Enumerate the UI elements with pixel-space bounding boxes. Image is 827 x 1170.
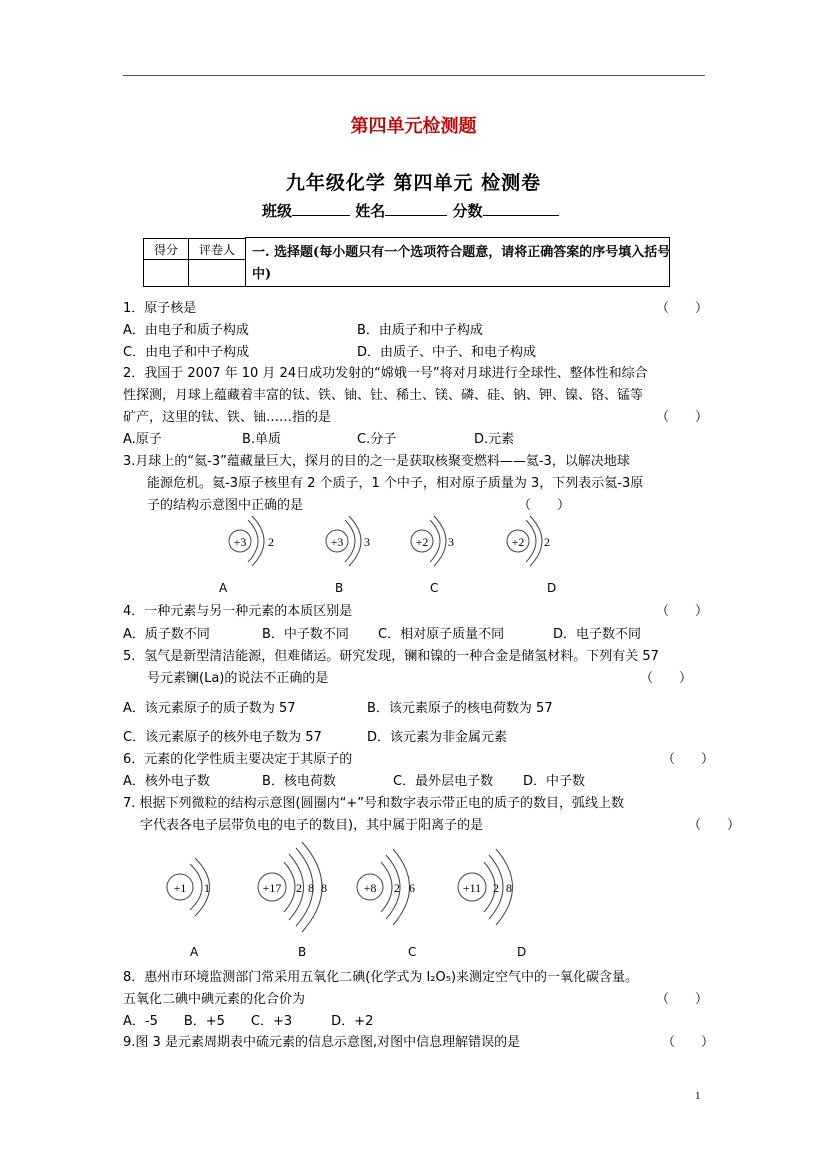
q5-answer-paren[interactable]: （ ） <box>640 671 693 686</box>
q6-answer-paren[interactable]: （ ） <box>662 752 715 767</box>
q8-line-1: 8．惠州市环境监测部门常采用五氧化二碘(化学式为 I₂O₅)来测定空气中的一氧化碳含量。 <box>123 970 639 985</box>
q9-answer-paren[interactable]: （ ） <box>662 1035 715 1050</box>
q2-option-d: D.元素 <box>474 432 515 447</box>
q3-diagram-d <box>507 516 550 566</box>
paper-subtitle: 九年级化学 第四单元 检测卷 <box>285 172 542 194</box>
q5-option-d: D．该元素为非金属元素 <box>367 730 508 745</box>
q6-option-b: B．核电荷数 <box>262 774 336 789</box>
q6-stem: 6．元素的化学性质主要决定于其原子的 <box>123 752 353 767</box>
svg-text:+2: +2 <box>511 535 525 549</box>
page-number: 1 <box>695 1090 701 1102</box>
svg-text:3: 3 <box>364 535 370 549</box>
q7-label-d: D <box>517 945 527 959</box>
q5-option-c: C．该元素原子的核外电子数为 57 <box>123 730 322 745</box>
q7-diagram-a <box>167 858 210 916</box>
q7-answer-paren[interactable]: （ ） <box>688 818 741 833</box>
name-label: 姓名 <box>355 202 386 220</box>
svg-text:2: 2 <box>544 535 550 549</box>
q2-line-1: 2．我国于 2007 年 10 月 24日成功发射的“嫦娥一号”将对月球进行全球性、整体性和综合 <box>123 366 648 381</box>
q3-label-a: A <box>219 581 228 595</box>
q3-answer-paren[interactable]: （ ） <box>518 498 571 513</box>
q1-answer-paren[interactable]: （ ） <box>656 301 709 316</box>
svg-text:+3: +3 <box>330 535 344 549</box>
svg-text:6: 6 <box>409 881 415 895</box>
q6-option-d: D．中子数 <box>523 774 586 789</box>
q1-option-a: A．由电子和质子构成 <box>123 323 249 338</box>
svg-text:1: 1 <box>204 881 210 895</box>
q4-stem: 4．一种元素与另一种元素的本质区别是 <box>123 604 353 619</box>
q4-option-a: A．质子数不同 <box>123 627 210 642</box>
q6-option-c: C．最外层电子数 <box>393 774 494 789</box>
q3-line-2: 能源危机。氦-3原子核里有 2 个质子，1 个中子，相对原子质量为 3，下列表示氦-3原 <box>147 476 644 491</box>
q2-option-c: C.分子 <box>357 432 397 447</box>
q2-line-2: 性探测，月球上蕴藏着丰富的钛、铁、铀、钍、稀土、镁、磷、硅、钠、钾、镍、铬、锰等 <box>123 388 644 403</box>
q7-diagram-d <box>458 849 513 925</box>
q3-diagram-b <box>326 516 370 566</box>
q1-option-d: D．由质子、中子、和电子构成 <box>357 345 537 360</box>
q3-diagram-a <box>229 516 274 566</box>
q3-line-1: 3.月球上的“氦-3”蕴藏量巨大，探月的目的之一是获取核聚变燃料——氦-3，以解决地球 <box>123 454 630 469</box>
q3-label-d: D <box>547 581 557 595</box>
q4-option-c: C．相对原子质量不同 <box>378 627 505 642</box>
q2-answer-paren[interactable]: （ ） <box>656 410 709 425</box>
svg-text:+2: +2 <box>415 535 429 549</box>
q7-diagram-c <box>357 849 415 925</box>
q6-option-a: A．核外电子数 <box>123 774 210 789</box>
q5-line-2: 号元素镧(La)的说法不正确的是 <box>147 671 329 686</box>
grader-header: 评卷人 <box>189 239 246 260</box>
q4-answer-paren[interactable]: （ ） <box>656 604 709 619</box>
class-label: 班级 <box>262 202 293 220</box>
svg-text:+17: +17 <box>262 881 282 895</box>
q7-label-a: A <box>190 945 199 959</box>
svg-text:8: 8 <box>308 881 314 895</box>
q1-option-c: C．由电子和中子构成 <box>123 345 250 360</box>
svg-text:+3: +3 <box>233 535 247 549</box>
q1-option-b: B．由质子和中子构成 <box>357 323 483 338</box>
svg-text:8: 8 <box>506 881 512 895</box>
q7-line-2: 字代表各电子层带负电的电子的数目)，其中属于阳离子的是 <box>140 818 484 833</box>
q2-option-a: A.原子 <box>123 432 162 447</box>
q9-stem: 9.图 3 是元素周期表中硫元素的信息示意图,对图中信息理解错误的是 <box>123 1035 521 1050</box>
score-label: 分数 <box>452 202 483 220</box>
svg-text:2: 2 <box>268 535 274 549</box>
svg-text:+8: +8 <box>363 881 377 895</box>
svg-text:+11: +11 <box>462 881 482 895</box>
q8-line-2: 五氧化二碘中碘元素的化合价为 <box>123 992 306 1007</box>
q4-option-d: D．电子数不同 <box>553 627 642 642</box>
q8-answer-paren[interactable]: （ ） <box>656 992 709 1007</box>
svg-text:3: 3 <box>448 535 454 549</box>
score-header: 得分 <box>144 239 189 260</box>
q7-diagram-b <box>258 842 327 932</box>
q3-label-c: C <box>430 581 439 595</box>
q3-diagram-c <box>411 516 454 566</box>
svg-text:2: 2 <box>394 881 400 895</box>
q3-label-b: B <box>335 581 344 595</box>
q7-line-1: 7. 根据下列微粒的结构示意图(圆圈内“+”号和数字表示带正电的质子的数目，弧线上数 <box>123 796 624 811</box>
q5-option-a: A．该元素原子的质子数为 57 <box>123 701 296 716</box>
q2-option-b: B.单质 <box>242 432 282 447</box>
q5-option-b: B．该元素原子的核电荷数为 57 <box>367 701 553 716</box>
q8-options: A．-5 B．+5 C．+3 D．+2 <box>123 1014 374 1029</box>
q2-line-3: 矿产，这里的钛、铁、铀……指的是 <box>123 410 332 425</box>
q7-label-c: C <box>408 945 417 959</box>
svg-text:2: 2 <box>296 881 302 895</box>
q7-label-b: B <box>298 945 307 959</box>
q4-option-b: B．中子数不同 <box>262 627 349 642</box>
q5-line-1: 5．氢气是新型清洁能源，但难储运。研究发现，镧和镍的一种合金是储氢材料。下列有关 57 <box>123 649 659 664</box>
section-heading: 一. 选择题(每小题只有一个选项符合题意，请将正确答案的序号填入括号中) <box>252 245 671 282</box>
svg-text:8: 8 <box>321 881 327 895</box>
q3-line-3: 子的结构示意图中正确的是 <box>147 498 304 513</box>
svg-text:+1: +1 <box>173 881 187 895</box>
svg-text:2: 2 <box>493 881 499 895</box>
q1-stem: 1．原子核是 <box>123 301 197 316</box>
page-title: 第四单元检测题 <box>350 116 477 137</box>
